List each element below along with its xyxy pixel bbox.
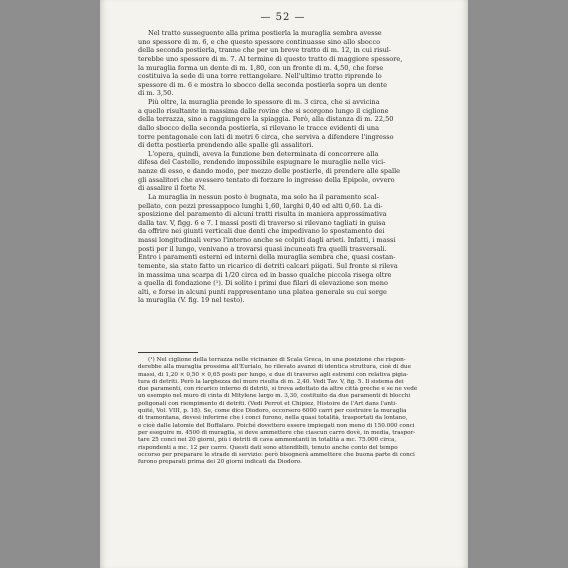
footnote-line: tare 25 conci nei 20 giorni, più i detriti di cava ammontanti in totalità a mc. 75.000 circa, [138,437,397,444]
text-line: a quello risultante in massima dalle rovine che si scorgono lungo il ciglione [138,106,389,115]
text-line: sposizione del paramento di alcuni tratti risulta in maniera approssimativa [138,210,387,219]
text-line: a quella di fondazione (¹). Di solito i primi due filari di elevazione son meno [138,279,388,288]
text-line: da offrire nei giunti verticali due denti che impedivano lo spostamento dei [138,227,385,236]
text-line: Nel tratto susseguente alla prima postierla la muraglia sembra avesse [148,29,382,37]
text-line: nanze di esso, e dando modo, per mezzo delle postierle, di prendere alle spalle [138,167,401,175]
text-line: Entro i paramenti esterni ed interni della muraglia sembra che, quasi costan- [138,253,396,262]
paragraph [138,98,428,150]
text-line: pellato, con pezzi pressappoco lunghi 1,60, larghi 0,40 ed alti 0,60. La di- [138,201,383,210]
text-line: posti per il lungo, venivano a trovarsi quasi incuneati fra quelli trasversali. [138,244,387,253]
page-number: — 52 — [260,12,306,23]
text-line: torre pentagonale con lati di metri 6 circa, che serviva a difendere l'ingresso [138,132,394,141]
text-line: La muraglia in nessun posto è bugnata, ma solo ha il paramento scal- [148,192,379,201]
text-line: costituiva la sede di una torre rettangolare. Nell'ultimo tratto riprende lo [138,72,382,81]
text-line: dalla tav. V, figg. 6 e 7. I massi posti di traverso si rilevano tagliati in guisa [138,218,386,227]
paragraph [138,193,428,305]
text-line: di m. 3,50. [138,89,174,98]
footnote-line: un esempio nel muro di cinta di Mitylene largo m. 3,30, costituito da due paramenti di blocchi [138,393,411,400]
footnote-line: due paramenti, con ricarico interno di detriti, si trova adottato da altre città greche e se ne vede [138,386,418,393]
footnote-line: occorso per preparare le strade di servizio: però bisognerà ammettere che buona parte di conci [138,451,415,458]
footnote-line: (¹) Nel ciglione della terrazza nelle vicinanze di Scala Greca, in una posizione che rispon- [148,357,406,363]
footnote-line: derebbe alla muraglia prossima all'Eurialo, ho rilevato avanzi di identica struttura, cioè di due [138,364,411,371]
text-line: della terrazza, sino a raggiungere la spiaggia. Però, alla distanza di m. 22,50 [138,115,394,124]
footnote-line: rispondenti a mc. 12 per carro. Questi dati sono attendibili, tenuto anche conto del tempo [138,444,398,451]
text-line: difesa del Castello, rendendo impossibile espugnare le muraglie nelle vici- [138,158,386,167]
text-line: la muraglia forma un dente di m. 1,80, con un fronte di m. 4,50, che forse [138,63,384,72]
text-line: terebbe uno spessore di m. 7. Al termine di questo tratto di maggiore spessore, [138,54,403,63]
footnote-rule [138,352,198,353]
text-line: di detta postierla prendendo alle spalle gli assalitori. [138,141,314,150]
text-line: Più oltre, la muraglia prende lo spessore di m. 3 circa, che si avvicina [148,98,380,106]
text-line: alti, e forse in alcuni punti rappresentano una platea generale su cui sorge [138,287,387,296]
text-line: massi longitudinali verso l'interno anche se colpiti dagli arieti. Infatti, i massi [138,236,396,244]
footnote-line: tura di detriti. Però la larghezza del muro risulta di m. 2,40. Vedi Tav. V, fig. 5. Il sistema dei [138,378,404,385]
text-line: L'opera, quindi, aveva la funzione ben determinata di concorrere alla [148,149,379,158]
paragraph [138,150,428,193]
text-line: della seconda postierla, tranne che per un breve tratto di m. 12, in cui risul- [138,46,392,55]
text-line: dallo sbocco della seconda postierla, si rilevano le tracce evidenti di una [138,123,380,132]
footnote-line: furono preparati prima dei 20 giorni indicati da Diodoro. [138,459,302,466]
paragraph [138,29,428,98]
footnote-line: di tramontana, devesi inferirne che i conci furono, nella quasi totalità, trasportati da lontano, [138,415,408,422]
text-line: temente, sia stato fatto un ricarico di detriti calcari piigati. Sul fronte si rileva [138,261,398,270]
text-line: spessore di m. 6 e mostra lo sbocco della seconda postierla sopra un dente [138,80,388,89]
text-line: di assalire il forte N. [138,184,206,193]
text-line: uno spessore di m. 6, e che questo spessore continuasse sino allo sbocco [138,37,381,46]
page-content [138,12,428,466]
body-text [138,29,428,305]
footnote-line: massi, di 1,20 × 0,50 × 0,65 posti per lungo, e due di traverso agli estremi con relativa pigia- [138,371,409,378]
book-page [100,0,468,568]
text-line: gli assalitori che avessero tentato di forzare lo ingresso della Epipole, ovvero [138,175,395,184]
footnote-line: per eseguire m. 4500 di muraglia, si deve ammettere che ciascun carro dovè, in media, traspor- [138,429,416,436]
text-line: in massima una scarpa di 1/20 circa ed in basso qualche piccola risega oltre [138,270,392,279]
footnote [138,357,428,466]
footnote-line: e cioè dalle latomie del Buffalaro. Poiché dovettero essere impiegati non meno di 150.000 conci [138,422,415,429]
text-line: la muraglia (V. fig. 19 nel testo). [138,296,245,305]
footnote-line: quité, Vol. VIII, p. 18). Se, come dice Diodoro, occorsero 6000 carri per costruire la muraglia [138,408,407,415]
footnote-line: poligonali con riempimento di detriti. (Vedi Perrot et Chipiez, Histoire de l'Art dans l'anti- [138,400,398,407]
